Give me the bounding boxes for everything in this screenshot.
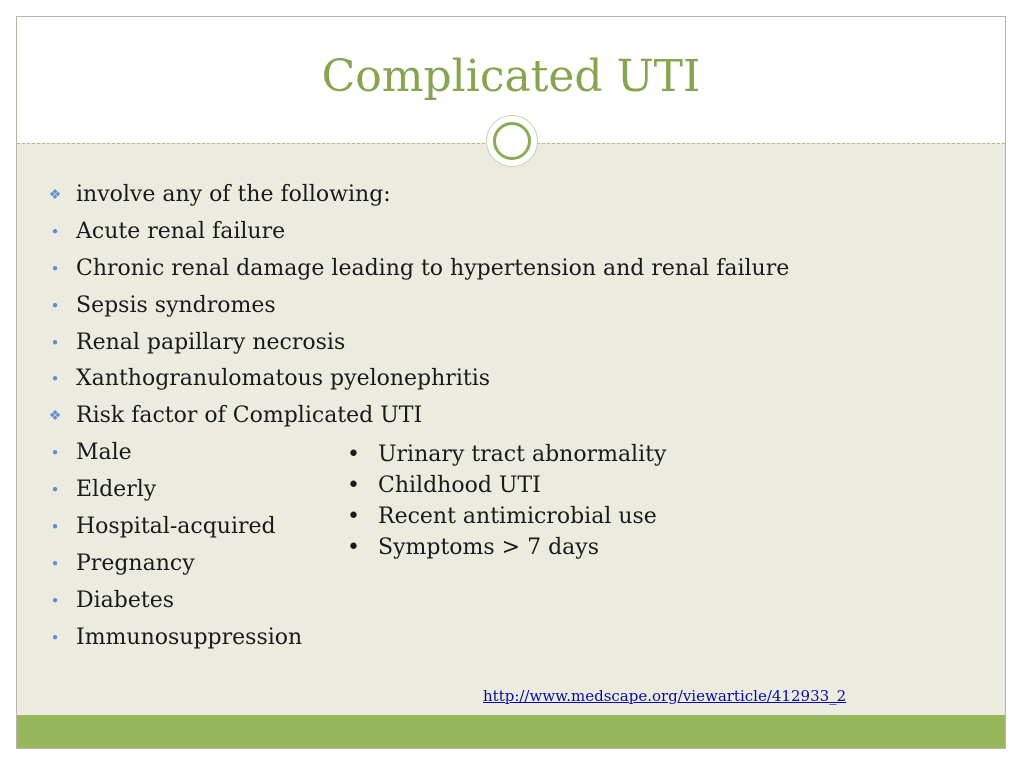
list-item	[345, 532, 666, 563]
list-item	[345, 439, 666, 470]
bullet-icon: •	[50, 296, 60, 315]
list-item-text: Immunosuppression	[76, 624, 303, 650]
list-item	[345, 501, 666, 532]
reference-link[interactable]: http://www.medscape.org/viewarticle/412933_2	[483, 687, 847, 705]
circle-ornament-icon	[486, 115, 538, 167]
bullet-icon: •	[347, 504, 360, 529]
list-item-text: Diabetes	[76, 587, 175, 613]
list-item	[45, 214, 789, 251]
list-item-text: Recent antimicrobial use	[378, 504, 657, 529]
list-item	[45, 361, 789, 398]
list-item-text: involve any of the following:	[76, 182, 391, 207]
bullet-icon: •	[50, 444, 60, 463]
list-item-text: Elderly	[76, 477, 157, 503]
list-item	[45, 583, 789, 620]
bullet-icon: •	[50, 222, 60, 241]
diamond-bullet-icon: ❖	[48, 408, 62, 425]
ring-icon	[493, 122, 531, 160]
list-item-text: Acute renal failure	[76, 218, 286, 244]
bullet-icon: •	[50, 518, 60, 537]
bullet-list	[45, 177, 789, 657]
list-item-text: Hospital-acquired	[76, 514, 276, 540]
list-item-text: Sepsis syndromes	[76, 292, 276, 318]
bullet-icon: •	[347, 535, 360, 560]
bullet-icon: •	[50, 333, 60, 352]
list-item	[345, 470, 666, 501]
list-item-text: Chronic renal damage leading to hypertension and renal failure	[76, 255, 790, 281]
risk-factor-list-secondary	[345, 439, 666, 563]
bullet-icon: •	[347, 442, 360, 467]
list-item-text: Risk factor of Complicated UTI	[76, 403, 423, 429]
list-item	[45, 177, 789, 214]
list-item-text: Symptoms > 7 days	[378, 535, 600, 560]
diamond-bullet-icon: ❖	[48, 187, 62, 203]
list-item-text: Pregnancy	[76, 550, 195, 576]
bullet-icon: •	[50, 628, 60, 647]
slide	[16, 16, 1006, 749]
slide-title: Complicated UTI	[321, 51, 701, 102]
list-item	[45, 398, 789, 435]
footer-bar	[17, 715, 1005, 748]
list-item	[45, 251, 789, 288]
bullet-icon: •	[50, 259, 60, 278]
list-item-text: Childhood UTI	[378, 473, 541, 498]
list-item	[45, 325, 789, 362]
list-item-text: Xanthogranulomatous pyelonephritis	[76, 366, 491, 392]
list-item	[45, 620, 789, 657]
bullet-icon: •	[50, 591, 60, 610]
list-item-text: Renal papillary necrosis	[76, 329, 346, 355]
list-item-text: Urinary tract abnormality	[378, 442, 667, 467]
list-item	[45, 288, 789, 325]
list-item-text: Male	[76, 440, 132, 466]
bullet-icon: •	[50, 370, 60, 389]
bullet-icon: •	[50, 554, 60, 573]
bullet-icon: •	[50, 481, 60, 500]
bullet-icon: •	[347, 473, 360, 498]
